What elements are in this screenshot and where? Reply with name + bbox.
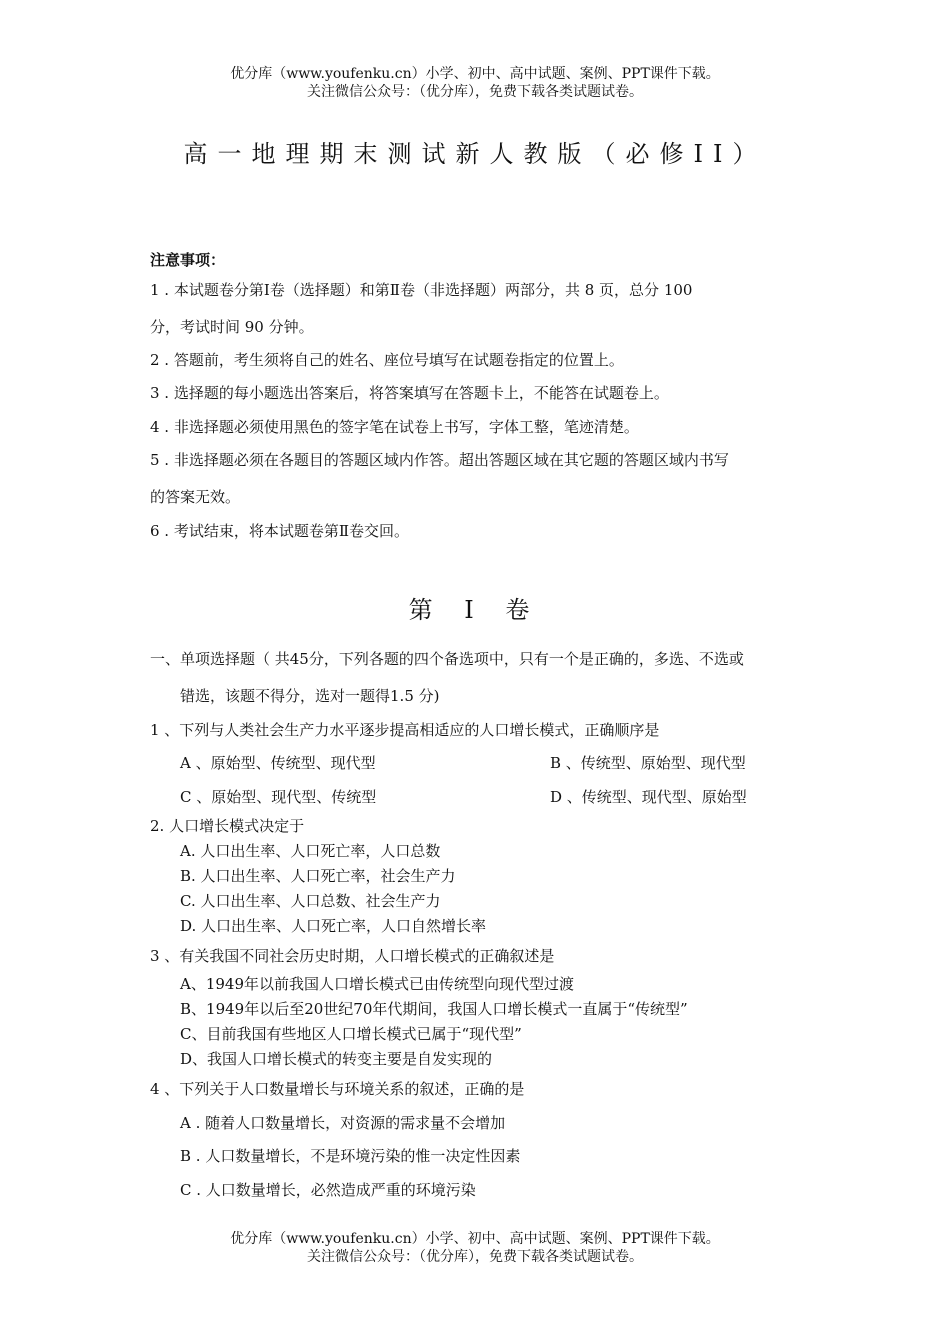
notice-line: 6 . 考试结束，将本试题卷第Ⅱ卷交回。 bbox=[150, 522, 410, 540]
notice-line: 2 . 答题前，考生须将自己的姓名、座位号填写在试题卷指定的位置上。 bbox=[150, 351, 624, 369]
question-1-option-a: A 、原始型、传统型、现代型 bbox=[180, 754, 376, 772]
question-3-option-c: C、目前我国有些地区人口增长模式已属于“现代型” bbox=[180, 1025, 522, 1043]
notice-line: 4 . 非选择题必须使用黑色的签字笔在试卷上书写，字体工整，笔迹清楚。 bbox=[150, 418, 639, 436]
question-1-option-b: B 、传统型、原始型、现代型 bbox=[550, 754, 746, 772]
question-2-option-d: D. 人口出生率、人口死亡率，人口自然增长率 bbox=[180, 917, 487, 935]
notice-line: 的答案无效。 bbox=[150, 488, 241, 506]
header-line-1: 优分库（www.youfenku.cn）小学、初中、高中试题、案例、PPT课件下载。 bbox=[230, 66, 720, 82]
question-2-option-c: C. 人口出生率、人口总数、社会生产力 bbox=[180, 892, 441, 910]
footer-line-1: 优分库（www.youfenku.cn）小学、初中、高中试题、案例、PPT课件下载。 bbox=[230, 1231, 720, 1247]
part-heading-line-2: 错选，该题不得分，选对一题得1.5 分) bbox=[180, 687, 440, 705]
question-2-option-b: B. 人口出生率、人口死亡率，社会生产力 bbox=[180, 867, 456, 885]
question-1-option-c: C 、原始型、现代型、传统型 bbox=[180, 788, 377, 806]
notice-line: 分，考试时间 90 分钟。 bbox=[150, 318, 314, 336]
notice-line: 3 . 选择题的每小题选出答案后，将答案填写在答题卡上，不能答在试题卷上。 bbox=[150, 384, 669, 402]
question-1-stem: 1 、下列与人类社会生产力水平逐步提高相适应的人口增长模式，正确顺序是 bbox=[150, 721, 660, 739]
question-3-stem: 3 、有关我国不同社会历史时期，人口增长模式的正确叙述是 bbox=[150, 947, 555, 965]
section-title: 第 Ⅰ 卷 bbox=[408, 596, 542, 624]
notice-heading: 注意事项： bbox=[150, 251, 226, 269]
question-4-option-a: A . 随着人口数量增长，对资源的需求量不会增加 bbox=[180, 1114, 506, 1132]
question-3-option-b: B、1949年以后至20世纪70年代期间，我国人口增长模式一直属于“传统型” bbox=[180, 1000, 688, 1018]
question-4-option-c: C . 人口数量增长，必然造成严重的环境污染 bbox=[180, 1181, 476, 1199]
footer-line-2: 关注微信公众号：（优分库），免费下载各类试题试卷。 bbox=[307, 1249, 643, 1265]
question-3-option-a: A、1949年以前我国人口增长模式已由传统型向现代型过渡 bbox=[180, 975, 575, 993]
question-2-option-a: A. 人口出生率、人口死亡率，人口总数 bbox=[180, 842, 441, 860]
part-heading-line-1: 一、单项选择题（ 共45分，下列各题的四个备选项中，只有一个是正确的，多选、不选或 bbox=[150, 650, 744, 668]
question-4-option-b: B . 人口数量增长，不是环境污染的惟一决定性因素 bbox=[180, 1147, 521, 1165]
question-3-option-d: D、我国人口增长模式的转变主要是自发实现的 bbox=[180, 1050, 493, 1068]
question-1-option-d: D 、传统型、现代型、原始型 bbox=[550, 788, 747, 806]
page-title: 高一地理期末测试新人教版（必修II） bbox=[183, 140, 767, 168]
question-4-stem: 4 、下列关于人口数量增长与环境关系的叙述，正确的是 bbox=[150, 1080, 525, 1098]
notice-line: 5 . 非选择题必须在各题目的答题区域内作答。超出答题区域在其它题的答题区域内书写 bbox=[150, 451, 729, 469]
header-line-2: 关注微信公众号：（优分库），免费下载各类试题试卷。 bbox=[307, 84, 643, 100]
notice-line: 1 . 本试题卷分第Ⅰ卷（选择题）和第Ⅱ卷（非选择题）两部分，共 8 页，总分 100 bbox=[150, 281, 693, 299]
question-2-stem: 2. 人口增长模式决定于 bbox=[150, 817, 305, 835]
